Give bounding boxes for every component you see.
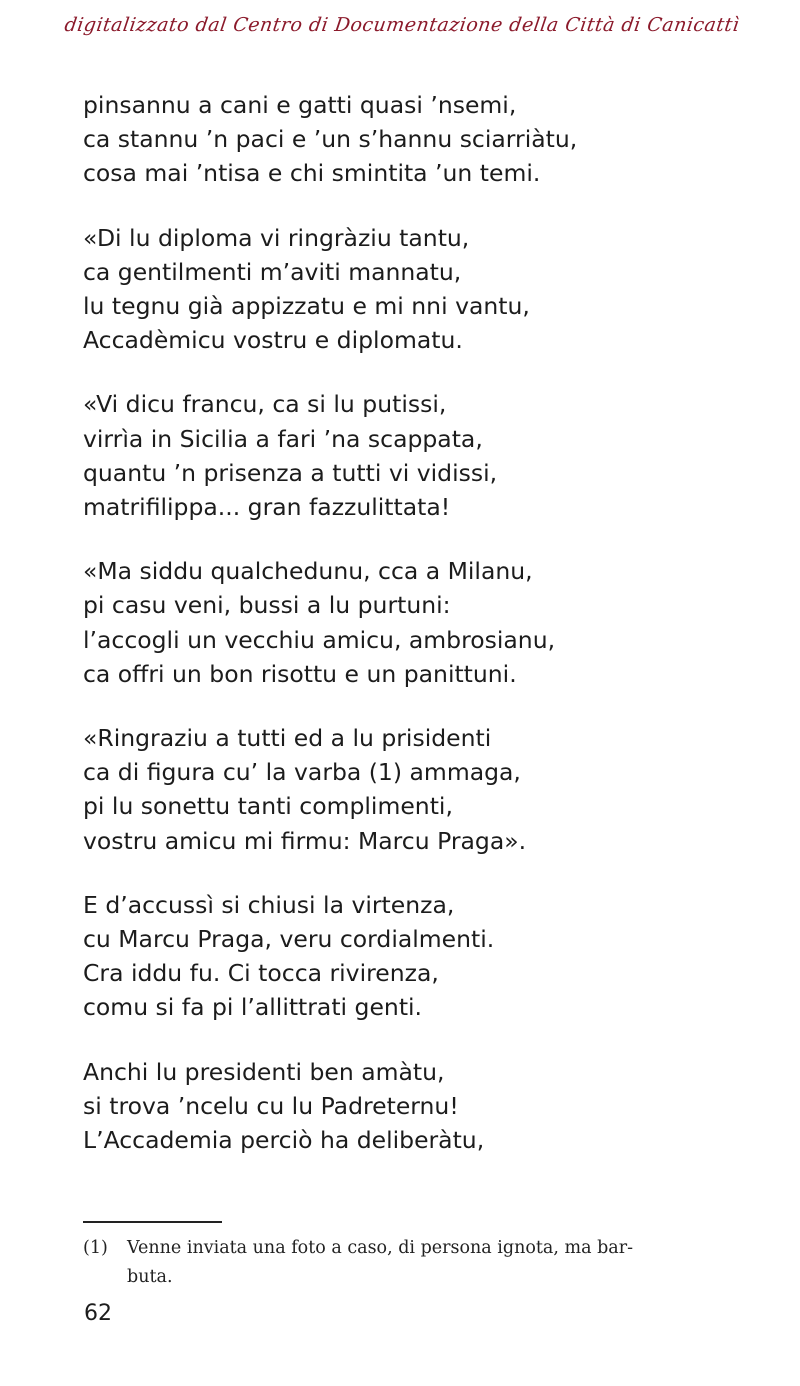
- verse-line: l’accogli un vecchiu amicu, ambrosianu,: [83, 625, 556, 654]
- verse-line: ca di figura cu’ la varba (1) ammaga,: [83, 758, 521, 787]
- stanza-2: [83, 221, 773, 358]
- verse-line: Accadèmicu vostru e diplomatu.: [83, 326, 463, 355]
- verse-line: cu Marcu Praga, veru cordialmenti.: [83, 925, 495, 954]
- verse-line: vostru amicu mi firmu: Marcu Praga».: [83, 826, 527, 855]
- footnote-divider: [83, 1221, 222, 1223]
- verse-line: Anchi lu presidenti ben amàtu,: [83, 1057, 445, 1086]
- verse-line: E d’accussì si chiusi la virtenza,: [83, 890, 455, 919]
- verse-line: «Vi dicu francu, ca si lu putissi,: [83, 390, 447, 419]
- verse-line: «Ma siddu qualchedunu, cca a Milanu,: [83, 557, 533, 586]
- stanza-3: [83, 387, 773, 524]
- stanza-4: [83, 554, 773, 691]
- verse-line: «Ringraziu a tutti ed a lu prisidenti: [83, 724, 492, 753]
- verse-line: pinsannu a cani e gatti quasi ’nsemi,: [83, 91, 517, 119]
- verse-line: «Di lu diploma vi ringràziu tantu,: [83, 223, 470, 252]
- verse-line: pi lu sonettu tanti complimenti,: [83, 792, 453, 821]
- footnote: [83, 1234, 763, 1292]
- verse-line: L’Accademia perciò ha deliberàtu,: [83, 1126, 485, 1155]
- verse-line: virrìa in Sicilia a fari ’na scappata,: [83, 424, 483, 453]
- verse-line: comu si fa pi l’allittrati genti.: [83, 993, 423, 1022]
- verse-line: pi casu veni, bussi a lu purtuni:: [83, 591, 451, 620]
- stanza-1: [83, 88, 773, 191]
- footnote-marker: (1): [83, 1238, 108, 1258]
- stanza-5: [83, 721, 773, 858]
- watermark: digitalizzato dal Centro di Documentazione della Città di Canicattì: [63, 14, 741, 36]
- verse-line: cosa mai ’ntisa e chi smintita ’un temi.: [83, 159, 541, 188]
- verse-line: si trova ’ncelu cu lu Padreternu!: [83, 1091, 459, 1120]
- stanza-6: [83, 888, 773, 1025]
- verse-line: ca offri un bon risottu e un panittuni.: [83, 659, 517, 688]
- stanza-7: [83, 1055, 773, 1158]
- verse-line: ca gentilmenti m’aviti mannatu,: [83, 257, 462, 286]
- page-number: 62: [84, 1301, 112, 1326]
- verse-line: lu tegnu già appizzatu e mi nni vantu,: [83, 292, 530, 321]
- verse-line: Cra iddu fu. Ci tocca rivirenza,: [83, 959, 439, 988]
- verse-line: ca stannu ’n paci e ’un s’hannu sciarriàtu,: [83, 125, 578, 154]
- footnote-text-line1: Venne inviata una foto a caso, di persona ignota, ma bar-: [127, 1238, 633, 1258]
- poem-body: [83, 88, 773, 1187]
- verse-line: matrifilippa... gran fazzulittata!: [83, 493, 451, 522]
- footnote-text-line2: buta.: [127, 1267, 173, 1287]
- verse-line: quantu ’n prisenza a tutti vi vidissi,: [83, 458, 498, 487]
